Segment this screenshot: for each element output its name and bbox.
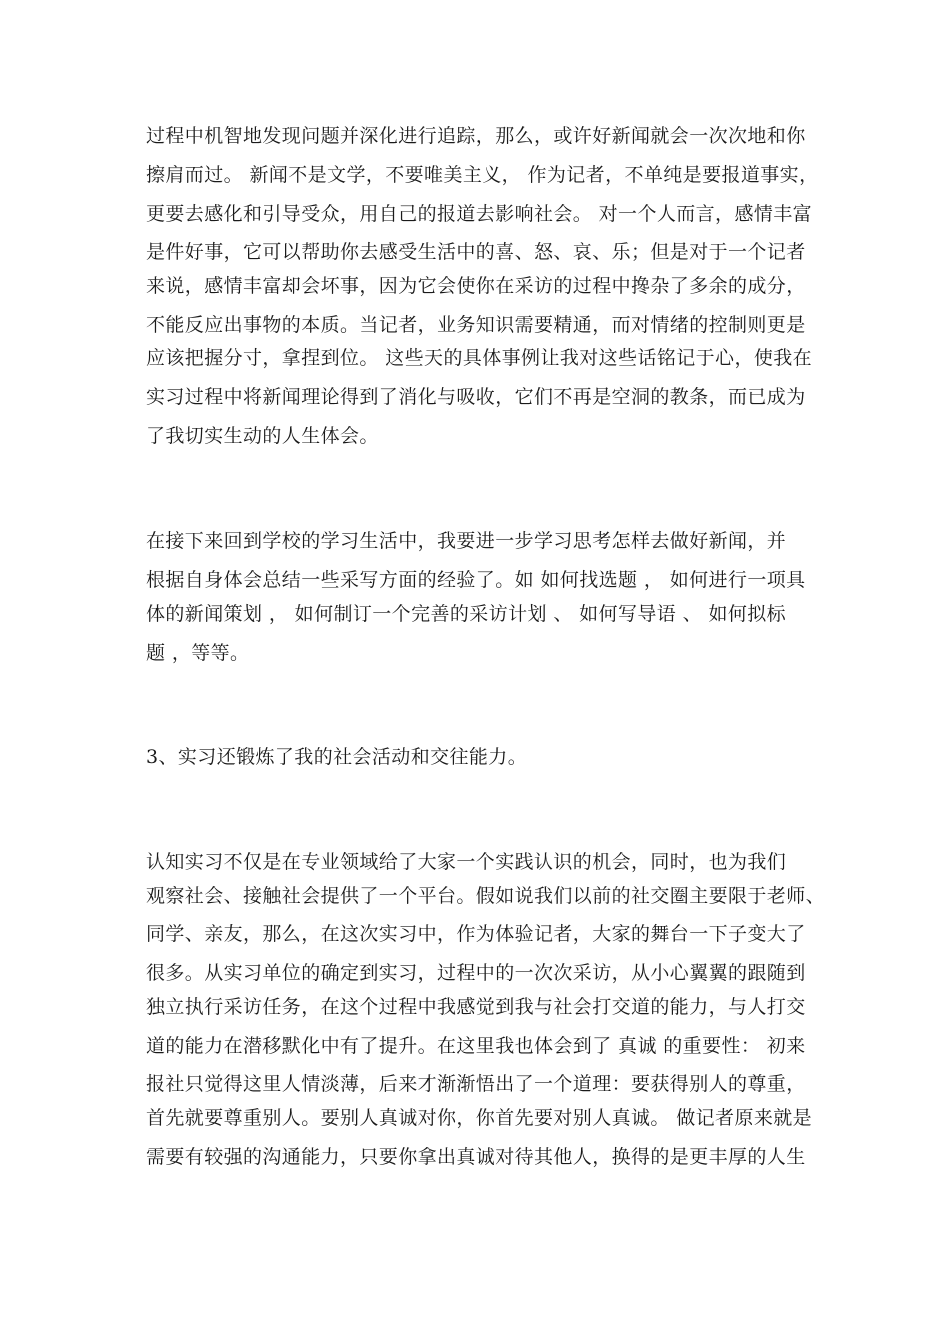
text-line: 了我切实生动的人生体会。 (146, 425, 379, 447)
text-line: 报社只觉得这里人情淡薄，后来才渐渐悟出了一个道理：要获得别人的尊重， (146, 1073, 806, 1095)
text-line: 过程中机智地发现问题并深化进行追踪，那么，或许好新闻就会一次次地和你 (146, 125, 806, 147)
text-line: 是件好事，它可以帮助你去感受生活中的喜、怒、哀、乐；但是对于一个记者 (146, 241, 806, 263)
text-line: 擦肩而过。 新闻不是文学，不要唯美主义， 作为记者，不单纯是要报道事实， (146, 164, 819, 186)
text-line: 需要有较强的沟通能力，只要你拿出真诚对待其他人，换得的是更丰厚的人生 (146, 1146, 806, 1168)
text-line: 在接下来回到学校的学习生活中，我要进一步学习思考怎样去做好新闻，并 (146, 530, 787, 552)
text-line: 更要去感化和引导受众，用自己的报道去影响社会。 对一个人而言，感情丰富 (146, 203, 813, 225)
text-line: 根据自身体会总结一些采写方面的经验了。如 如何找选题 ， 如何进行一项具 (146, 569, 806, 591)
text-line: 首先就要尊重别人。要别人真诚对你，你首先要对别人真诚。 做记者原来就是 (146, 1107, 813, 1129)
text-line: 实习过程中将新闻理论得到了消化与吸收，它们不再是空洞的教条，而已成为 (146, 386, 806, 408)
text-line: 道的能力在潜移默化中有了提升。在这里我也体会到了 真诚 的重要性： 初来 (146, 1035, 806, 1057)
section-heading: 3、实习还锻炼了我的社会活动和交往能力。 (146, 746, 528, 768)
text-line: 来说，感情丰富却会坏事，因为它会使你在采访的过程中搀杂了多余的成分， (146, 275, 806, 297)
text-line: 体的新闻策划 ， 如何制订一个完善的采访计划 、 如何写导语 、 如何拟标 (146, 603, 787, 625)
text-line: 同学、亲友，那么，在这次实习中，作为体验记者，大家的舞台一下子变大了 (146, 923, 806, 945)
text-line: 很多。从实习单位的确定到实习，过程中的一次次采访，从小心翼翼的跟随到 (146, 962, 806, 984)
text-line: 认知实习不仅是在专业领域给了大家一个实践认识的机会，同时，也为我们 (146, 851, 787, 873)
text-line: 不能反应出事物的本质。当记者，业务知识需要精通，而对情绪的控制则更是 (146, 314, 806, 336)
text-line: 题 ，等等。 (146, 642, 250, 664)
text-line: 观察社会、接触社会提供了一个平台。假如说我们以前的社交圈主要限于老师、 (146, 885, 826, 907)
text-line: 应该把握分寸，拿捏到位。 这些天的具体事例让我对这些话铭记于心，使我在 (146, 347, 813, 369)
text-line: 独立执行采访任务，在这个过程中我感觉到我与社会打交道的能力，与人打交 (146, 996, 806, 1018)
